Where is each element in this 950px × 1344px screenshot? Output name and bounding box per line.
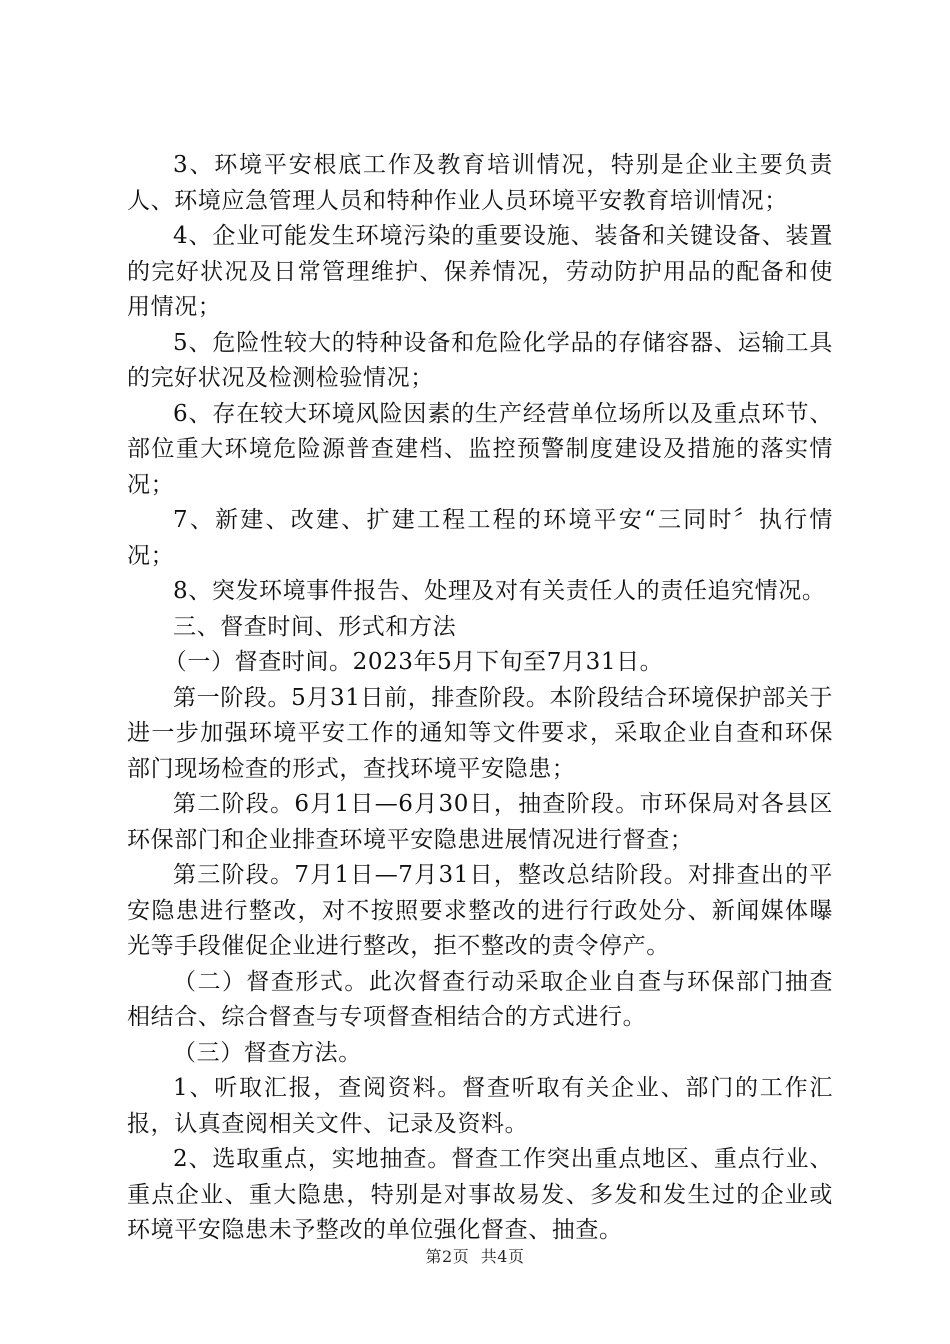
- paragraph-phase-2: 第二阶段。6月1日—6月30日，抽查阶段。市环保局对各县区环保部门和企业排查环境平安隐患进展情况进行督查；: [127, 791, 833, 853]
- paragraph-item-6: 6、存在较大环境风险因素的生产经营单位场所以及重点环节、部位重大环境危险源普查建档、监控预警制度建设及措施的落实情况；: [127, 400, 833, 498]
- page-number: 第2页: [425, 1247, 470, 1266]
- paragraph-schedule: （一）督查时间。2023年5月下旬至7月31日。: [163, 649, 664, 675]
- paragraph-phase-3: 第三阶段。7月1日—7月31日，整改总结阶段。对排查出的平安隐患进行整改，对不按照要求整改的进行行政处分、新闻媒体曝光等手段催促企业进行整改，拒不整改的责令停产。: [127, 862, 833, 959]
- paragraph-form: （二）督查形式。此次督查行动采取企业自查与环保部门抽查相结合、综合督查与专项督查相结合的方式进行。: [127, 968, 833, 1030]
- page-total: 共4页: [480, 1247, 525, 1266]
- paragraph-item-4: 4、企业可能发生环境污染的重要设施、装备和关键设备、装置的完好状况及日常管理维护、保养情况，劳动防护用品的配备和使用情况；: [127, 223, 833, 320]
- document-body: [127, 148, 833, 1249]
- paragraph-phase-1: 第一阶段。5月31日前，排查阶段。本阶段结合环境保护部关于进一步加强环境平安工作的通知等文件要求，采取企业自查和环保部门现场检查的形式，查找环境平安隐患；: [127, 684, 833, 782]
- page-footer: [0, 1244, 950, 1267]
- paragraph-method-2: 2、选取重点，实地抽查。督查工作突出重点地区、重点行业、重点企业、重大隐患，特别是对事故易发、多发和发生过的企业或环境平安隐患未予整改的单位强化督查、抽查。: [127, 1146, 833, 1243]
- paragraph-item-7: 7、新建、改建、扩建工程工程的环境平安“三同时〞执行情况；: [127, 507, 833, 569]
- section-heading-3: 三、督查时间、形式和方法: [173, 613, 457, 640]
- paragraph-item-3: 3、环境平安根底工作及教育培训情况，特别是企业主要负责人、环境应急管理人员和特种作业人员环境平安教育培训情况；: [127, 152, 833, 214]
- paragraph-method-1: 1、听取汇报，查阅资料。督查听取有关企业、部门的工作汇报，认真查阅相关文件、记录及资料。: [127, 1075, 833, 1137]
- paragraph-method-heading: （三）督查方法。: [173, 1039, 362, 1066]
- paragraph-item-8: 8、突发环境事件报告、处理及对有关责任人的责任追究情况。: [173, 578, 826, 604]
- paragraph-item-5: 5、危险性较大的特种设备和危险化学品的存储容器、运输工具的完好状况及检测检验情况；: [127, 329, 833, 391]
